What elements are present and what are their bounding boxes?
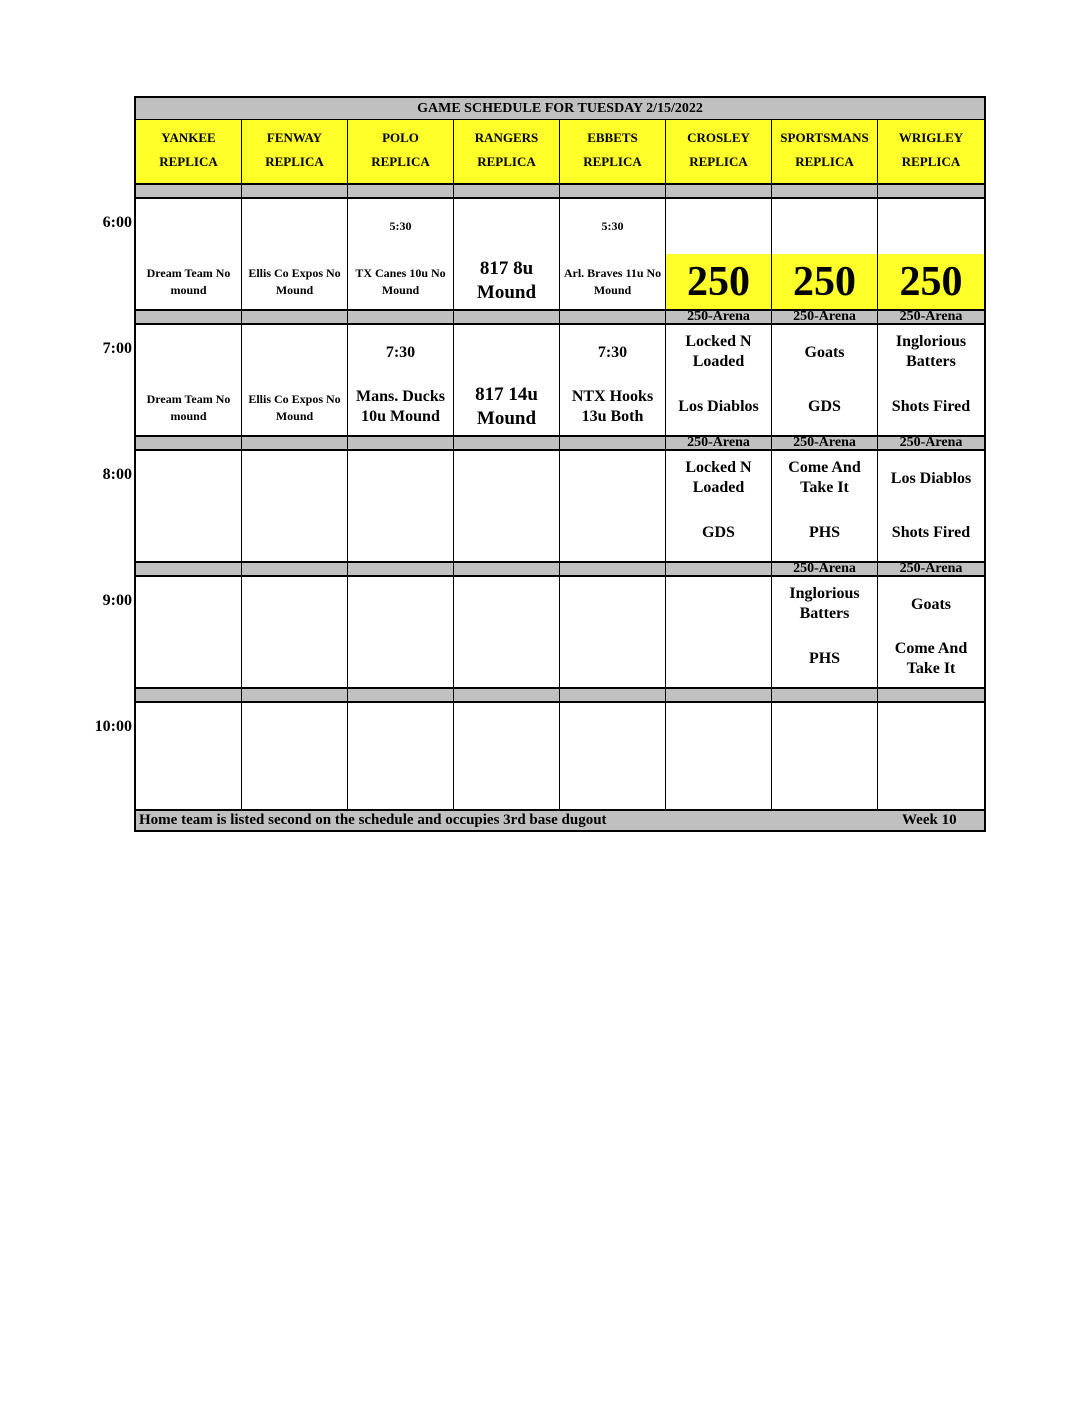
- game-cell: [348, 199, 454, 309]
- game-cell: [666, 577, 772, 687]
- field-name: RANGERS: [474, 130, 539, 145]
- game-cell: [878, 703, 984, 813]
- field-header-polo: [348, 120, 454, 183]
- arena-label: 250-Arena: [666, 435, 772, 451]
- game-cell: [348, 451, 454, 561]
- gap-cell: [242, 183, 348, 199]
- gap-cell: [772, 687, 878, 703]
- game-cell: [348, 577, 454, 687]
- footer-bar: [136, 809, 984, 830]
- game-cell: [454, 325, 560, 435]
- game-cell: [242, 199, 348, 309]
- gap-cell: [136, 435, 242, 451]
- game-top-text: Goats: [911, 596, 951, 613]
- schedule-title: GAME SCHEDULE FOR TUESDAY 2/15/2022: [136, 98, 984, 120]
- gap-cell: [348, 687, 454, 703]
- game-top-text: Inglorious Batters: [895, 333, 967, 370]
- game-bottom-text: 250: [687, 259, 750, 305]
- game-cell: [560, 577, 666, 687]
- gap-cell: [878, 183, 984, 199]
- field-type: REPLICA: [689, 154, 748, 169]
- field-header-ebbets: [560, 120, 666, 183]
- gap-cell: [136, 183, 242, 199]
- game-cell: [772, 451, 878, 561]
- game-cell: [560, 451, 666, 561]
- game-cell: [666, 451, 772, 561]
- gap-cell: [560, 687, 666, 703]
- highlight-block: [878, 254, 984, 309]
- game-bottom-text: Dream Team No mound: [146, 392, 231, 423]
- game-bottom-text: Mans. Ducks 10u Mound: [356, 388, 445, 425]
- arena-label: 250-Arena: [878, 561, 984, 577]
- field-type: REPLICA: [583, 154, 642, 169]
- field-name: FENWAY: [266, 130, 323, 145]
- field-type: REPLICA: [265, 154, 324, 169]
- field-type: REPLICA: [371, 154, 430, 169]
- game-cell: [136, 199, 242, 309]
- gap-cell: [772, 183, 878, 199]
- field-name: YANKEE: [161, 130, 216, 145]
- game-bottom-text: Arl. Braves 11u No Mound: [563, 266, 662, 297]
- game-cell: [666, 325, 772, 435]
- schedule-table: [134, 96, 986, 832]
- game-cell: [878, 451, 984, 561]
- game-cell: [666, 199, 772, 309]
- gap-cell: [560, 561, 666, 577]
- arena-label: 250-Arena: [878, 435, 984, 451]
- game-cell: [560, 325, 666, 435]
- arena-label: 250-Arena: [772, 561, 878, 577]
- time-label: 6:00: [102, 214, 132, 231]
- gap-cell: [242, 687, 348, 703]
- game-bottom-text: 250: [899, 259, 963, 305]
- gap-cell: [136, 309, 242, 325]
- game-cell: [772, 325, 878, 435]
- game-bottom-text: Shots Fired: [891, 398, 971, 415]
- field-header-crosley: [666, 120, 772, 183]
- game-top-text: Locked N Loaded: [685, 459, 752, 496]
- gap-cell: [136, 561, 242, 577]
- game-bottom-text: Shots Fired: [891, 524, 971, 541]
- field-name: WRIGLEY: [898, 130, 964, 145]
- gap-cell: [348, 309, 454, 325]
- field-type: REPLICA: [159, 154, 218, 169]
- field-type: REPLICA: [795, 154, 854, 169]
- arena-label: 250-Arena: [666, 309, 772, 325]
- game-top-text: Goats: [804, 344, 845, 361]
- game-cell: [772, 703, 878, 813]
- highlight-block: [772, 254, 877, 309]
- game-bottom-text: PHS: [808, 524, 841, 541]
- start-time: 5:30: [601, 219, 624, 233]
- start-time: 7:30: [597, 344, 628, 361]
- game-bottom-text: 817 14u Mound: [475, 384, 538, 429]
- gap-cell: [454, 309, 560, 325]
- gap-cell: [454, 561, 560, 577]
- game-bottom-text: 250: [793, 259, 856, 305]
- game-bottom-text: PHS: [808, 650, 841, 667]
- field-name: POLO: [382, 130, 419, 145]
- arena-label: 250-Arena: [772, 435, 878, 451]
- gap-cell: [666, 687, 772, 703]
- game-cell: [560, 703, 666, 813]
- time-label: 10:00: [94, 718, 132, 735]
- game-bottom-text: Ellis Co Expos No Mound: [248, 266, 341, 297]
- game-cell: [454, 451, 560, 561]
- field-header-wrigley: [878, 120, 984, 183]
- game-cell: [560, 199, 666, 309]
- game-cell: [454, 199, 560, 309]
- footer-week: Week 10: [902, 812, 957, 828]
- game-cell: [878, 577, 984, 687]
- game-cell: [242, 325, 348, 435]
- gap-cell: [348, 435, 454, 451]
- game-cell: [136, 577, 242, 687]
- time-label: 8:00: [102, 466, 132, 483]
- time-label: 7:00: [102, 340, 132, 357]
- gap-cell: [666, 561, 772, 577]
- gap-cell: [242, 561, 348, 577]
- game-cell: [666, 703, 772, 813]
- game-bottom-text: 817 8u Mound: [476, 258, 537, 303]
- game-cell: [348, 703, 454, 813]
- game-bottom-text: Dream Team No mound: [146, 266, 231, 297]
- arena-label: 250-Arena: [772, 309, 878, 325]
- field-header-rangers: [454, 120, 560, 183]
- gap-cell: [242, 309, 348, 325]
- field-header-yankee: [136, 120, 242, 183]
- game-cell: [242, 451, 348, 561]
- game-bottom-text: Come And Take It: [894, 640, 968, 677]
- gap-cell: [136, 687, 242, 703]
- game-cell: [242, 577, 348, 687]
- game-top-text: Inglorious Batters: [789, 585, 860, 622]
- game-bottom-text: Los Diablos: [678, 398, 759, 415]
- game-cell: [348, 325, 454, 435]
- gap-cell: [454, 435, 560, 451]
- game-cell: [136, 703, 242, 813]
- gap-cell: [560, 435, 666, 451]
- game-cell: [454, 703, 560, 813]
- footer-note: Home team is listed second on the schedule and occupies 3rd base dugout: [139, 812, 607, 828]
- game-cell: [242, 703, 348, 813]
- start-time: 5:30: [389, 219, 412, 233]
- field-type: REPLICA: [477, 154, 536, 169]
- gap-cell: [454, 687, 560, 703]
- field-header-fenway: [242, 120, 348, 183]
- field-name: SPORTSMANS: [780, 130, 869, 145]
- field-name: CROSLEY: [687, 130, 750, 145]
- gap-cell: [666, 183, 772, 199]
- game-bottom-text: TX Canes 10u No Mound: [355, 266, 446, 297]
- field-name: EBBETS: [587, 130, 638, 145]
- game-cell: [878, 199, 984, 309]
- game-cell: [136, 325, 242, 435]
- game-top-text: Locked N Loaded: [685, 333, 752, 370]
- game-bottom-text: GDS: [808, 398, 841, 415]
- gap-cell: [560, 183, 666, 199]
- gap-cell: [454, 183, 560, 199]
- game-cell: [878, 325, 984, 435]
- gap-cell: [348, 561, 454, 577]
- game-cell: [772, 577, 878, 687]
- gap-cell: [242, 435, 348, 451]
- game-bottom-text: Ellis Co Expos No Mound: [248, 392, 341, 423]
- game-bottom-text: NTX Hooks 13u Both: [571, 388, 654, 425]
- gap-cell: [348, 183, 454, 199]
- game-top-text: Come And Take It: [788, 459, 861, 496]
- highlight-block: [666, 254, 771, 309]
- game-top-text: Los Diablos: [890, 470, 972, 487]
- field-type: REPLICA: [901, 154, 961, 169]
- field-header-sportsmans: [772, 120, 878, 183]
- time-label: 9:00: [102, 592, 132, 609]
- start-time: 7:30: [385, 344, 416, 361]
- arena-label: 250-Arena: [878, 309, 984, 325]
- game-cell: [772, 199, 878, 309]
- game-cell: [454, 577, 560, 687]
- gap-cell: [560, 309, 666, 325]
- game-cell: [136, 451, 242, 561]
- game-bottom-text: GDS: [702, 524, 735, 541]
- gap-cell: [878, 687, 984, 703]
